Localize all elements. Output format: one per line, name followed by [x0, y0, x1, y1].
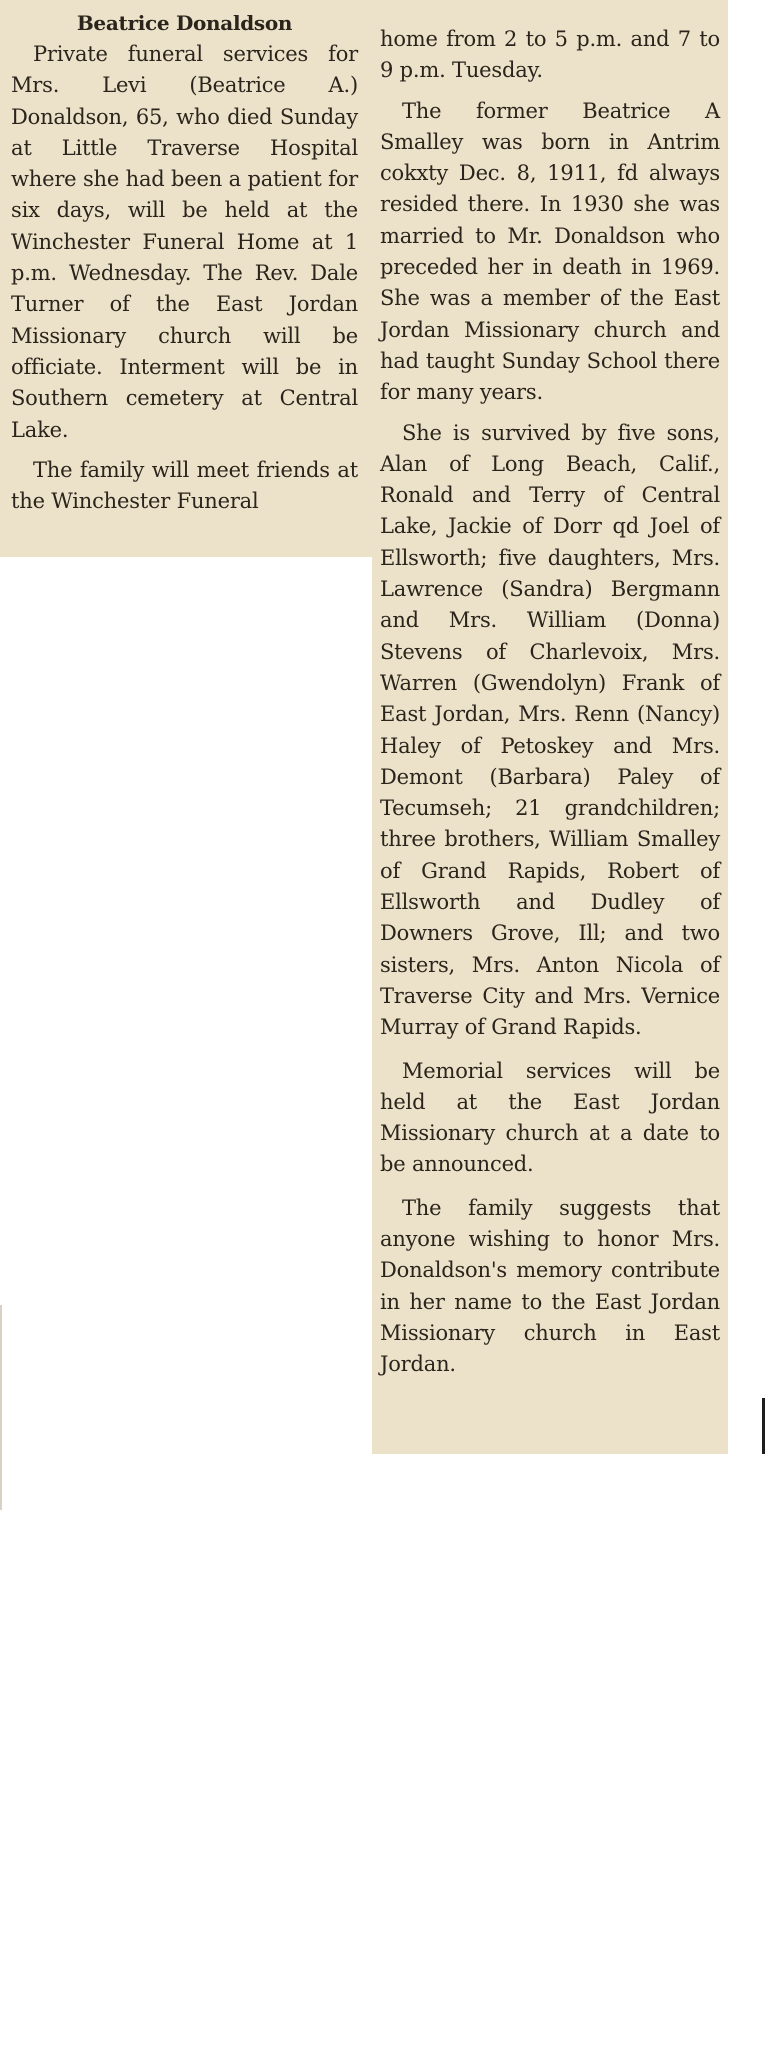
paragraph-gap — [380, 87, 720, 96]
left-clipping — [0, 0, 372, 557]
scan-edge-mark — [0, 1305, 2, 1510]
right-paragraph-continuation: home from 2 to 5 p.m. and 7 to 9 p.m. Tuesday. — [380, 27, 720, 83]
paragraph-gap — [11, 446, 358, 455]
right-paragraph-biography: The former Beatrice A Smalley was born in Antrim cokxty Dec. 8, 1911, fd always resided there. In 1930 she was married to Mr. Donaldson who preceded her in death in 1969. She was a member of the East Jordan Missionary church and had taught Sunday School there for many years. — [380, 98, 720, 405]
right-paragraph-donations: The family suggests that anyone wishing to honor Mrs. Donaldson's memory contribute in her name to the East Jordan Missionary church in East Jordan. — [380, 1195, 720, 1377]
left-paragraph-services: Private funeral services for Mrs. Levi (Beatrice A.) Donaldson, 65, who died Sunday at Little Traverse Hospital where she had been a patient for six days, will be held at the Winchester Funeral Home at 1 p.m. Wednesday. The Rev. Dale Turner of the East Jordan Missionary church will be officiate. Interment will be in Southern cemetery at Central Lake. — [11, 42, 358, 442]
paragraph-gap — [380, 1044, 720, 1056]
scan-edge-mark — [762, 1398, 765, 1454]
paragraph-gap — [380, 409, 720, 418]
right-clipping — [372, 0, 728, 1454]
paragraph-gap — [380, 1181, 720, 1193]
obituary-headline: Beatrice Donaldson — [76, 11, 293, 35]
left-paragraph-visitation: The family will meet friends at the Winchester Funeral — [11, 457, 358, 514]
right-column-text — [380, 24, 720, 1380]
right-paragraph-survivors: She is survived by five sons, Alan of Long Beach, Calif., Ronald and Terry of Central Lake, Jackie of Dorr qd Joel of Ellsworth; five daughters, Mrs. Lawrence (Sandra) Bergmann and Mrs. William (Donna) Stevens of Charlevoix, Mrs. Warren (Gwendolyn) Frank of East Jordan, Mrs. Renn (Nancy) Haley of Petoskey and Mrs. Demont (Barbara) Paley of Tecumseh; 21 grandchildren; three brothers, William Smalley of Grand Rapids, Robert of Ellsworth and Dudley of Downers Grove, Ill; and two sisters, Mrs. Anton Nicola of Traverse City and Mrs. Vernice Murray of Grand Rapids. — [380, 420, 720, 1040]
right-paragraph-memorial: Memorial services will be held at the East Jordan Missionary church at a date to be announced. — [380, 1058, 720, 1177]
